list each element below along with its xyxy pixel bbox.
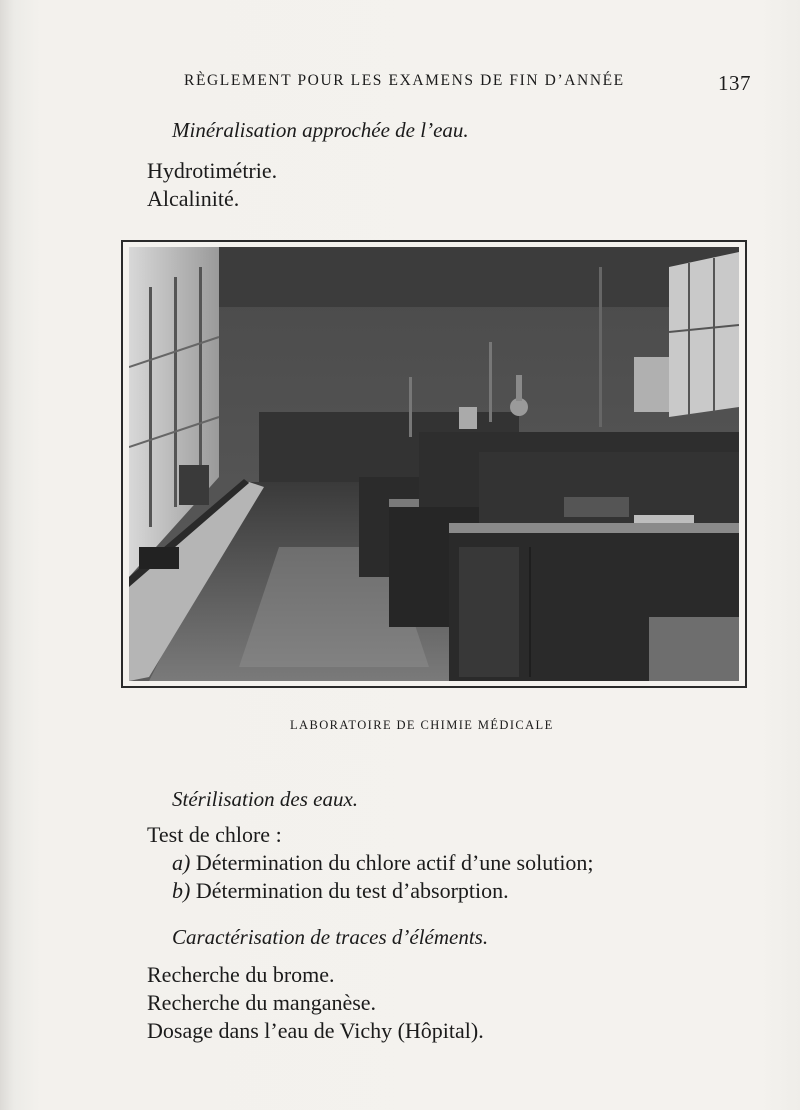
- list-item: Dosage dans l’eau de Vichy (Hôpital).: [147, 1018, 484, 1043]
- list-marker: a): [172, 850, 191, 875]
- list-item: Hydrotimétrie.: [147, 158, 278, 183]
- list-item: [172, 850, 594, 876]
- running-head: RÈGLEMENT POUR LES EXAMENS DE FIN D’ANNÉE: [184, 72, 625, 89]
- laboratory-photo-icon: [129, 247, 739, 681]
- figure-caption: LABORATOIRE DE CHIMIE MÉDICALE: [290, 718, 554, 732]
- list-item-text: Détermination du chlore actif d’une solution;: [195, 850, 594, 875]
- section-heading-caracterisation: Caractérisation de traces d’éléments.: [172, 925, 489, 949]
- list-item: [172, 878, 509, 904]
- list-marker: b): [172, 878, 191, 903]
- page-number: 137: [718, 71, 751, 95]
- list-item-text: Détermination du test d’absorption.: [195, 878, 509, 903]
- list-item: Recherche du brome.: [147, 962, 335, 987]
- list-item: Alcalinité.: [147, 186, 240, 211]
- section-heading-mineralisation: Minéralisation approchée de l’eau.: [172, 118, 469, 142]
- list-intro: Test de chlore :: [147, 822, 282, 847]
- laboratory-photograph: [121, 240, 747, 688]
- list-item: Recherche du manganèse.: [147, 990, 377, 1015]
- section-heading-sterilisation: Stérilisation des eaux.: [172, 787, 359, 811]
